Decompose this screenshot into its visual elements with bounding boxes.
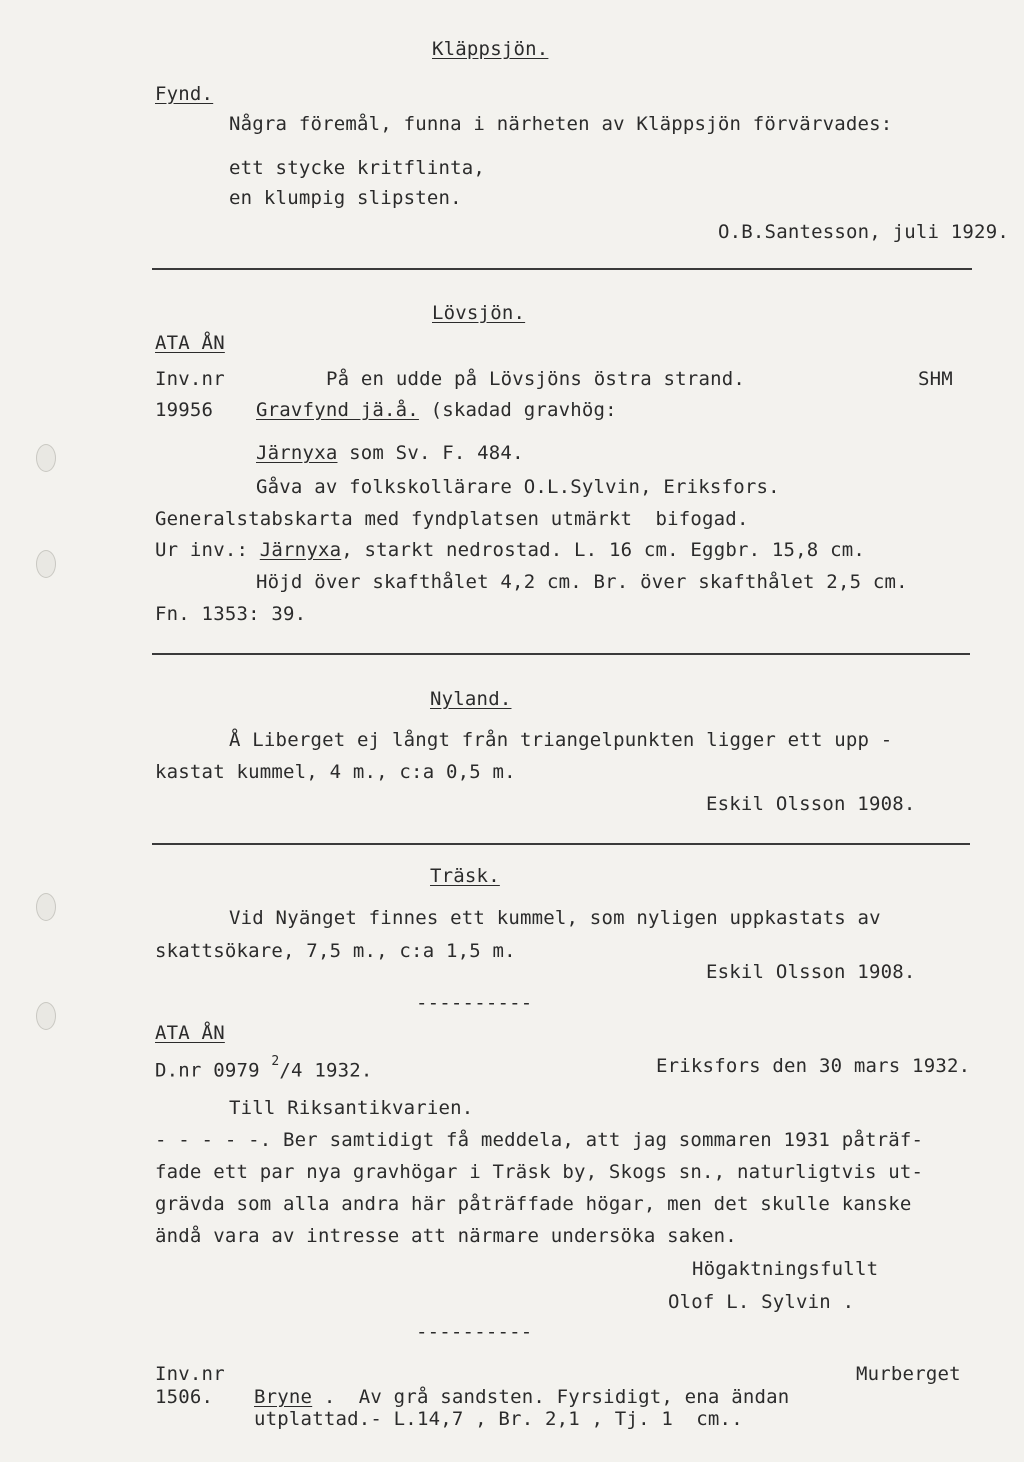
- murberget-place: Murberget: [856, 1363, 961, 1385]
- inv-nr-label: Inv.nr: [155, 368, 225, 390]
- letter-line-2: fade ett par nya gravhögar i Träsk by, Skogs sn., naturligtvis ut-: [155, 1161, 924, 1183]
- punch-hole: [36, 893, 56, 921]
- jarnyxa-rest: som Sv. F. 484.: [337, 442, 524, 464]
- jarnyxa-text: Järnyxa: [256, 442, 338, 464]
- murberget-inv-number: 1506.: [155, 1386, 214, 1408]
- trask-line-1: Vid Nyänget finnes ett kummel, som nyligen uppkastats av: [229, 907, 881, 929]
- letter-line-1: - - - - -. Ber samtidigt få meddela, att jag sommaren 1931 påträf-: [155, 1129, 924, 1151]
- nyland-line-2: kastat kummel, 4 m., c:a 0,5 m.: [155, 761, 516, 783]
- inv-number: 19956: [155, 399, 214, 421]
- klappsjon-line-2: ett stycke kritflinta,: [229, 157, 486, 179]
- divider: [152, 268, 972, 270]
- jarnyxa-inv-rest: , starkt nedrostad. L. 16 cm. Eggbr. 15,8 cm.: [341, 539, 866, 561]
- murberget-line-1: [254, 1386, 789, 1408]
- lovsjon-line-2: [256, 399, 617, 421]
- divider: [152, 653, 970, 655]
- trask-line-2: skattsökare, 7,5 m., c:a 1,5 m.: [155, 940, 516, 962]
- dnr-superscript: 2: [271, 1054, 280, 1069]
- lovsjon-line-7: Höjd över skafthålet 4,2 cm. Br. över skafthålet 2,5 cm.: [256, 571, 908, 593]
- letter-place-date: Eriksfors den 30 mars 1932.: [656, 1055, 971, 1077]
- murberget-line-2: utplattad.- L.14,7 , Br. 2,1 , Tj. 1 cm..: [254, 1408, 743, 1430]
- klappsjon-line-1: Några föremål, funna i närheten av Kläppsjön förvärvades:: [229, 113, 893, 135]
- trask-signature: Eskil Olsson 1908.: [706, 961, 916, 983]
- punch-hole: [36, 1002, 56, 1030]
- murberget-inv-label: Inv.nr: [155, 1363, 225, 1385]
- section-title-klappsjon: Kläppsjön.: [432, 38, 549, 60]
- shm-label: SHM: [918, 368, 953, 390]
- letter-greeting: Till Riksantikvarien.: [229, 1097, 474, 1119]
- letter-closing: Högaktningsfullt: [692, 1258, 879, 1280]
- lovsjon-line-5: Generalstabskarta med fyndplatsen utmärkt bifogad.: [155, 508, 749, 530]
- dash-separator: ----------: [416, 992, 533, 1014]
- nyland-signature: Eskil Olsson 1908.: [706, 793, 916, 815]
- gravfynd-text: Gravfynd jä.å.: [256, 399, 419, 421]
- divider: [152, 843, 970, 845]
- letter-signature: Olof L. Sylvin .: [668, 1291, 855, 1313]
- ata-an-label: ATA ÅN: [155, 332, 225, 354]
- diary-number: [155, 1055, 373, 1081]
- section-title-trask: Träsk.: [430, 865, 500, 887]
- lovsjon-line-1: På en udde på Lövsjöns östra strand.: [326, 368, 746, 390]
- lovsjon-line-4: Gåva av folkskollärare O.L.Sylvin, Eriksfors.: [256, 476, 780, 498]
- lovsjon-line-8: Fn. 1353: 39.: [155, 603, 307, 625]
- punch-hole: [36, 550, 56, 578]
- dnr-prefix: D.nr 0979: [155, 1059, 272, 1082]
- section-title-lovsjon: Lövsjön.: [432, 302, 526, 324]
- klappsjon-signature: O.B.Santesson, juli 1929.: [718, 221, 1009, 243]
- dash-separator: ----------: [416, 1321, 533, 1343]
- bryne-text: Bryne: [254, 1386, 313, 1408]
- punch-hole: [36, 444, 56, 472]
- nyland-line-1: Å Liberget ej långt från triangelpunkten ligger ett upp -: [229, 729, 893, 751]
- ur-inv-label: Ur inv.:: [155, 539, 260, 561]
- letter-ata-an-label: ATA ÅN: [155, 1022, 225, 1044]
- jarnyxa-inv-text: Järnyxa: [259, 539, 342, 561]
- klappsjon-line-3: en klumpig slipsten.: [229, 187, 462, 209]
- bryne-rest: . Av grå sandsten. Fyrsidigt, ena ändan: [312, 1386, 790, 1408]
- gravfynd-rest: (skadad gravhög:: [418, 399, 617, 421]
- section-title-nyland: Nyland.: [430, 688, 512, 710]
- dnr-suffix: /4 1932.: [279, 1059, 373, 1082]
- letter-line-3: grävda som alla andra här påträffade högar, men det skulle kanske: [155, 1193, 912, 1215]
- lovsjon-line-6: [155, 539, 865, 561]
- lovsjon-line-3: [256, 442, 524, 464]
- letter-line-4: ändå vara av intresse att närmare undersöka saken.: [155, 1225, 737, 1247]
- label-fynd: Fynd.: [155, 83, 214, 105]
